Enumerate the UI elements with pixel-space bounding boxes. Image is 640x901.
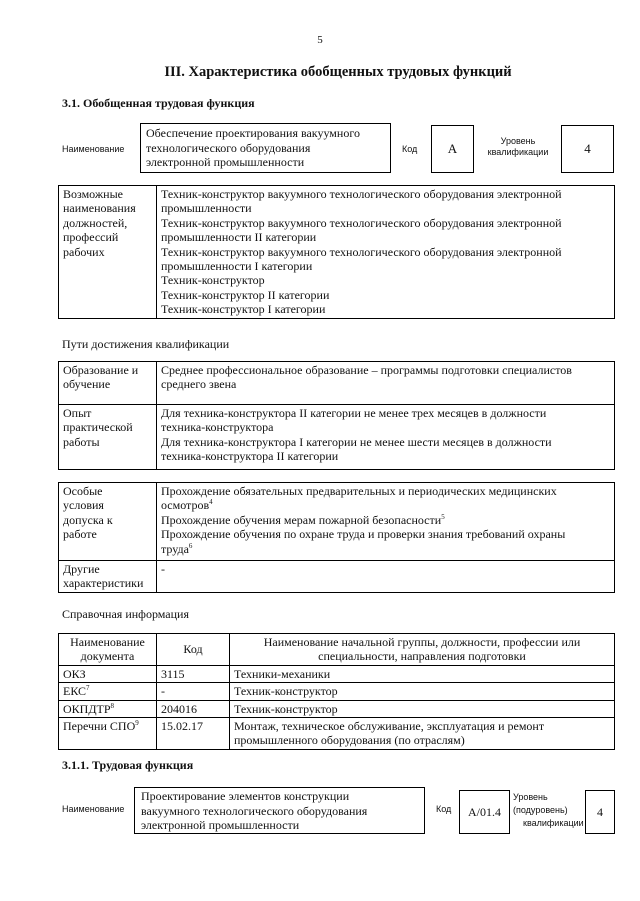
admission-label-line: работе <box>63 527 97 542</box>
experience-line: техника-конструктора II категории <box>161 449 339 464</box>
reference-heading: Справочная информация <box>62 607 189 621</box>
position-line: Техник-конструктор вакуумного технологического оборудования электронной <box>161 215 562 230</box>
positions-label-line: рабочих <box>63 244 105 259</box>
positions-values-cell <box>157 186 615 319</box>
education-table <box>58 361 615 470</box>
tf-level-label-line: Уровень <box>513 792 548 802</box>
ref-code-cell: 204016 <box>157 700 230 717</box>
ref-header-name: Наименование начальной группы, должности, профессии или специальности, направления подготовки <box>230 634 615 666</box>
other-label-cell <box>59 561 157 593</box>
position-line: Техник-конструктор I категории <box>161 302 326 317</box>
table-row <box>59 700 615 717</box>
gtf-level-label-line: Уровень <box>500 136 536 146</box>
gtf-name-line: технологического оборудования <box>146 140 311 155</box>
footnote-ref: 6 <box>188 541 193 550</box>
tf-code-value: А/01.4 <box>459 790 510 834</box>
education-label-line: обучение <box>63 377 111 392</box>
experience-line: техника-конструктора <box>161 420 274 435</box>
tf-level-value: 4 <box>585 790 615 834</box>
gtf-name-line: электронной промышленности <box>146 155 305 170</box>
gtf-name-line: Обеспечение проектирования вакуумного <box>146 126 360 140</box>
other-label-line: характеристики <box>63 576 144 591</box>
experience-label-line: практической <box>63 420 133 435</box>
gtf-level-label <box>478 136 558 158</box>
ref-doc-cell: ОКПДТР$^8$ <box>59 700 157 717</box>
positions-label-line: наименования <box>63 201 136 216</box>
footnote-ref: 9 <box>135 719 139 728</box>
ref-name-cell: Техник-конструктор <box>230 683 615 700</box>
gtf-name-box <box>140 123 391 173</box>
admission-line: Прохождение обязательных предварительных и периодических медицинских <box>161 484 557 498</box>
tf-name-line: Проектирование элементов конструкции <box>141 789 350 803</box>
gtf-level-label-line: квалификации <box>487 147 549 157</box>
gtf-level-value: 4 <box>561 125 614 173</box>
experience-label-line: работы <box>63 434 100 449</box>
ref-code-cell: 3115 <box>157 665 230 682</box>
education-value-cell <box>157 362 615 405</box>
other-label-line: Другие <box>63 562 100 576</box>
tf-level-label-line: квалификации <box>523 818 584 828</box>
gtf-name-label: Наименование <box>62 144 125 154</box>
section-title: III. Характеристика обобщенных трудовых функций <box>164 64 512 80</box>
tf-name-box <box>134 787 425 834</box>
position-line: промышленности II категории <box>161 230 317 245</box>
education-line: Среднее профессиональное образование – программы подготовки специалистов <box>161 363 572 377</box>
other-value-cell: - <box>157 561 615 593</box>
ref-header-doc: Наименование документа <box>59 634 157 666</box>
tf-name-line: вакуумного технологического оборудования <box>141 803 368 818</box>
tf-name-line: электронной промышленности <box>141 818 300 833</box>
experience-value-cell <box>157 405 615 470</box>
position-line: Техник-конструктор вакуумного технологического оборудования электронной <box>161 244 562 259</box>
paths-heading: Пути достижения квалификации <box>62 337 230 351</box>
education-line: среднего звена <box>161 377 237 392</box>
subsection-title: 3.1. Обобщенная трудовая функция <box>62 96 255 110</box>
tf-name-label: Наименование <box>62 804 125 814</box>
positions-label-line: профессий <box>63 230 119 245</box>
table-row <box>59 718 615 750</box>
position-line: промышленности I категории <box>161 259 313 274</box>
admission-label-line: Особые <box>63 484 103 498</box>
tf-title: 3.1.1. Трудовая функция <box>62 758 194 772</box>
experience-label-line: Опыт <box>63 406 92 420</box>
ref-header-code: Код <box>157 634 230 666</box>
table-row <box>59 683 615 700</box>
footnote-ref: 4 <box>209 498 213 507</box>
position-line: промышленности <box>161 201 252 216</box>
positions-label-line: Возможные <box>63 187 123 201</box>
admission-label-line: допуска к <box>63 512 113 527</box>
admission-table <box>58 482 615 593</box>
table-row <box>59 665 615 682</box>
tf-level-label <box>513 791 583 830</box>
ref-name-cell: Техники-механики <box>230 665 615 682</box>
education-label-cell <box>59 362 157 405</box>
education-label-line: Образование и <box>63 363 139 377</box>
ref-doc-cell: ОКЗ <box>59 665 157 682</box>
ref-name-cell: Монтаж, техническое обслуживание, эксплуатация и ремонт промышленного оборудования (по отраслям) <box>230 718 615 750</box>
admission-line: Прохождение обучения мерам пожарной безопасности$^5$ <box>161 512 445 527</box>
footnote-ref: 7 <box>86 684 90 693</box>
experience-label-cell <box>59 405 157 470</box>
admission-line: труда$^6$ <box>161 541 193 556</box>
gtf-code-label: Код <box>402 144 418 154</box>
positions-label-cell <box>59 186 157 319</box>
position-line: Техник-конструктор II категории <box>161 287 330 302</box>
ref-name-cell: Техник-конструктор <box>230 700 615 717</box>
experience-line: Для техника-конструктора I категории не менее шести месяцев в должности <box>161 434 552 449</box>
position-line: Техник-конструктор <box>161 273 265 288</box>
page-number: 5 <box>317 34 323 46</box>
reference-table <box>58 633 615 750</box>
gtf-code-value: А <box>431 125 474 173</box>
admission-value-cell <box>157 483 615 561</box>
positions-table <box>58 185 615 319</box>
admission-label-cell <box>59 483 157 561</box>
ref-code-cell: - <box>157 683 230 700</box>
positions-label-line: должностей, <box>63 215 128 230</box>
tf-level-label-line: (подуровень) <box>513 805 568 815</box>
admission-label-line: условия <box>63 498 104 513</box>
footnote-ref: 8 <box>110 701 115 710</box>
admission-line: Прохождение обучения по охране труда и проверки знания требований охраны <box>161 527 566 542</box>
position-line: Техник-конструктор вакуумного технологического оборудования электронной <box>161 187 562 201</box>
ref-doc-cell: Перечни СПО$^9$ <box>59 718 157 750</box>
ref-doc-cell: ЕКС$^7$ <box>59 683 157 700</box>
ref-code-cell: 15.02.17 <box>157 718 230 750</box>
experience-line: Для техника-конструктора II категории не менее трех месяцев в должности <box>161 406 547 420</box>
tf-code-label: Код <box>436 804 452 814</box>
footnote-ref: 5 <box>441 512 445 521</box>
admission-line: осмотров$^4$ <box>161 498 213 513</box>
